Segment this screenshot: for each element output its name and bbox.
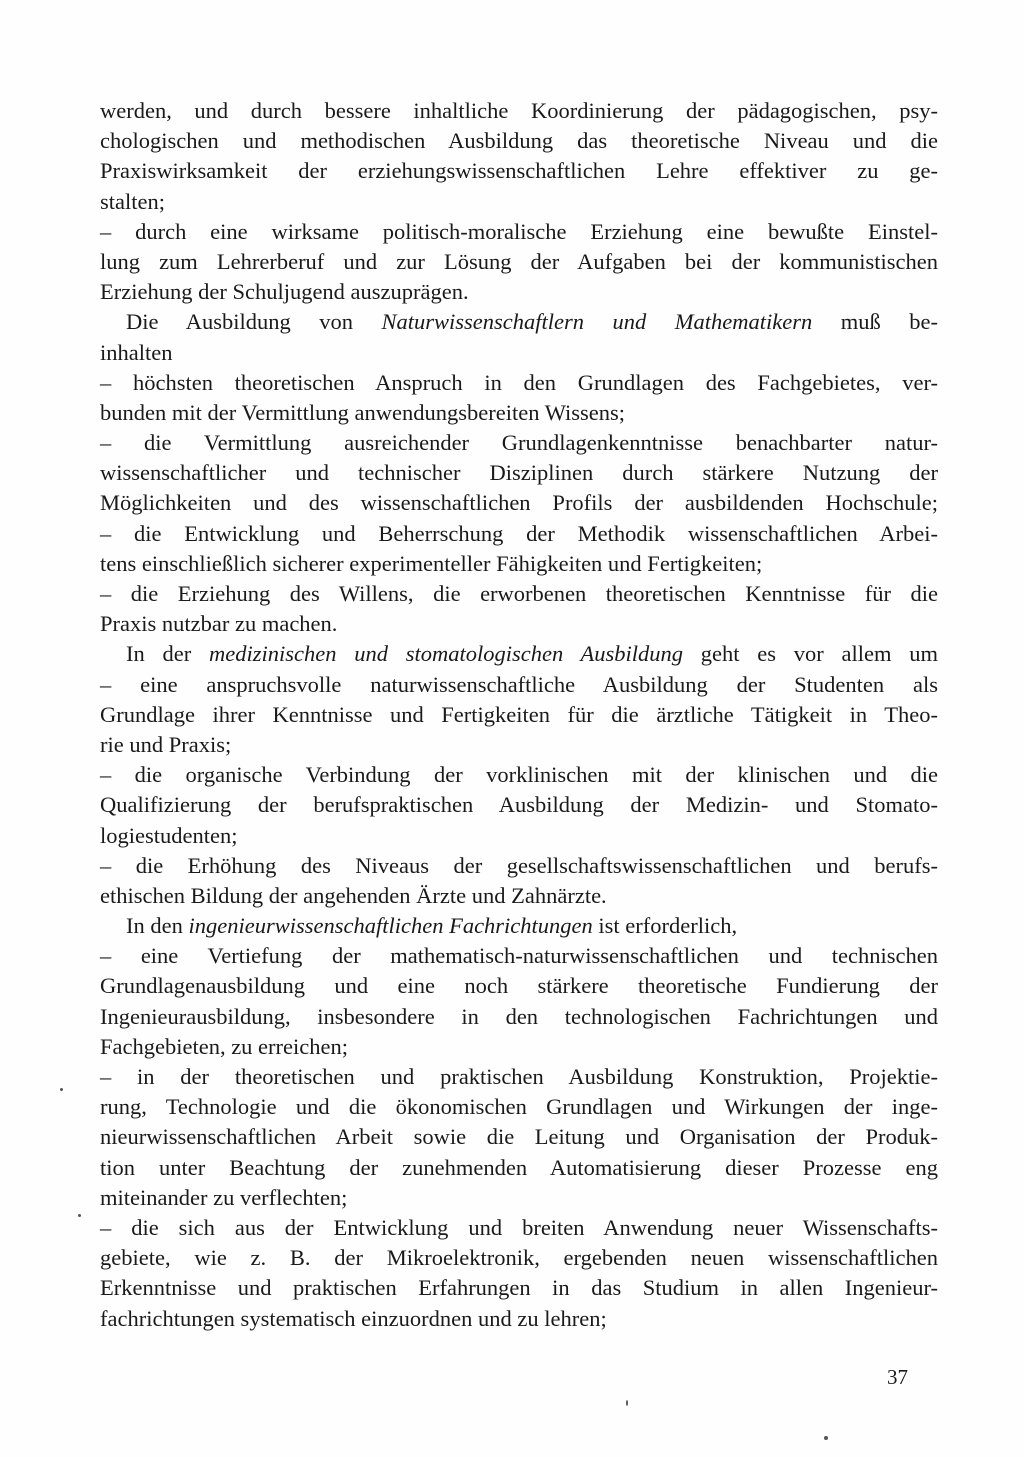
scan-speck — [626, 1400, 628, 1406]
text-line — [100, 1243, 938, 1273]
text-segment: rung, Technologie und die ökonomischen Grundlagen und Wirkungen der inge- — [100, 1094, 938, 1120]
text-line — [100, 1122, 938, 1152]
text-line — [100, 488, 938, 518]
text-segment: – höchsten theoretischen Anspruch in den Grundlagen des Fachgebietes, ver- — [100, 369, 938, 395]
text-segment: wissenschaftlicher und technischer Disziplinen durch stärkere Nutzung der — [100, 460, 938, 486]
text-segment: – in der theoretischen und praktischen Ausbildung Konstruktion, Projektie- — [100, 1064, 938, 1089]
text-segment: In der — [126, 641, 209, 667]
text-line — [100, 821, 938, 851]
text-segment: tens einschließlich sicherer experimenteller Fähigkeiten und Fertigkeiten; — [100, 550, 763, 576]
scan-speck — [60, 1088, 63, 1091]
text-segment: inhalten — [100, 339, 173, 365]
scan-speck — [78, 1214, 81, 1217]
text-segment: Erkenntnisse und praktischen Erfahrungen in das Studium in allen Ingenieur- — [100, 1275, 938, 1301]
text-line — [100, 1092, 938, 1122]
text-segment: Praxis nutzbar zu machen. — [100, 611, 338, 637]
text-segment: muß be- — [812, 309, 938, 335]
text-line — [100, 187, 938, 217]
text-line — [100, 790, 938, 820]
text-line — [100, 911, 938, 941]
text-segment: – die sich aus der Entwicklung und breiten Anwendung neuer Wissenschafts- — [100, 1214, 938, 1240]
emphasized-text: medizinischen und stomatologischen Ausbildung — [208, 641, 684, 667]
text-segment: Fachgebieten, zu erreichen; — [100, 1033, 348, 1059]
body-text — [100, 96, 938, 1334]
text-segment: gebiete, wie z. B. der Mikroelektronik, ergebenden neuen wissenschaftlichen — [100, 1245, 938, 1271]
page-number: 37 — [887, 1365, 908, 1389]
text-line — [100, 971, 938, 1001]
text-segment: – die Vermittlung ausreichender Grundlagenkenntnisse benachbarter natur- — [100, 430, 938, 456]
text-line — [100, 156, 938, 186]
text-segment: – die Erziehung des Willens, die erworbenen theoretischen Kenntnisse für die — [100, 581, 938, 606]
text-segment: rie und Praxis; — [100, 731, 232, 757]
text-segment: – eine Vertiefung der mathematisch-naturwissenschaftlichen und technischen — [100, 943, 938, 969]
emphasized-text: Naturwissenschaftlern und Mathematikern — [381, 309, 813, 335]
text-segment: Praxiswirksamkeit der erziehungswissenschaftlichen Lehre effektiver zu ge- — [100, 158, 938, 184]
text-line — [100, 1153, 938, 1183]
text-segment: Grundlage ihrer Kenntnisse und Fertigkeiten für die ärztliche Tätigkeit in Theo- — [100, 701, 938, 727]
text-segment: ist erforderlich, — [592, 913, 738, 939]
text-line — [100, 1183, 938, 1213]
text-line — [100, 398, 938, 428]
text-line — [100, 609, 938, 639]
text-line — [100, 519, 938, 549]
text-segment: nieurwissenschaftlichen Arbeit sowie die Leitung und Organisation der Produk- — [100, 1124, 938, 1150]
text-line — [100, 277, 938, 307]
text-segment: Erziehung der Schuljugend auszuprägen. — [100, 279, 469, 305]
text-segment: ethischen Bildung der angehenden Ärzte und Zahnärzte. — [100, 882, 607, 908]
text-segment: – die Entwicklung und Beherrschung der Methodik wissenschaftlichen Arbei- — [100, 520, 938, 546]
text-segment: – die organische Verbindung der vorklinischen mit der klinischen und die — [100, 762, 938, 788]
text-segment: In den — [126, 913, 189, 939]
text-segment: chologischen und methodischen Ausbildung das theoretische Niveau und die — [100, 128, 938, 154]
text-segment: Grundlagenausbildung und eine noch stärkere theoretische Fundierung der — [100, 973, 938, 999]
text-line — [100, 549, 938, 579]
text-line — [100, 881, 938, 911]
text-line — [100, 338, 938, 368]
text-segment: miteinander zu verflechten; — [100, 1184, 348, 1210]
text-line — [100, 670, 938, 700]
text-segment: geht es vor allem um — [683, 641, 938, 667]
text-segment: fachrichtungen systematisch einzuordnen und zu lehren; — [100, 1305, 607, 1331]
text-line — [100, 126, 938, 156]
text-line — [100, 458, 938, 488]
text-line — [100, 247, 938, 277]
text-line — [100, 307, 938, 337]
scan-speck — [824, 1436, 828, 1440]
text-segment: Qualifizierung der berufspraktischen Ausbildung der Medizin- und Stomato- — [100, 792, 938, 818]
text-line — [100, 941, 938, 971]
text-segment: Möglichkeiten und des wissenschaftlichen Profils der ausbildenden Hochschule; — [100, 490, 938, 516]
text-line — [100, 96, 938, 126]
text-segment: logiestudenten; — [100, 822, 238, 848]
text-line — [100, 1032, 938, 1062]
text-segment: bunden mit der Vermittlung anwendungsbereiten Wissens; — [100, 399, 626, 425]
text-line — [100, 760, 938, 790]
text-segment: Die Ausbildung von — [126, 309, 382, 335]
text-segment: werden, und durch bessere inhaltliche Koordinierung der pädagogischen, psy- — [100, 98, 938, 123]
emphasized-text: ingenieurwissenschaftlichen Fachrichtungen — [188, 913, 593, 939]
text-line — [100, 368, 938, 398]
text-segment: – die Erhöhung des Niveaus der gesellschaftswissenschaftlichen und berufs- — [100, 852, 938, 878]
text-line — [100, 428, 938, 458]
text-segment: lung zum Lehrerberuf und zur Lösung der Aufgaben bei der kommunistischen — [100, 248, 938, 274]
text-segment: – durch eine wirksame politisch-moralische Erziehung eine bewußte Einstel- — [100, 218, 938, 244]
text-segment: – eine anspruchsvolle naturwissenschaftliche Ausbildung der Studenten als — [100, 671, 938, 697]
text-line — [100, 217, 938, 247]
text-segment: stalten; — [100, 188, 165, 214]
text-segment: tion unter Beachtung der zunehmenden Automatisierung dieser Prozesse eng — [100, 1154, 938, 1180]
text-line — [100, 1002, 938, 1032]
text-line — [100, 1273, 938, 1303]
text-line — [100, 1304, 938, 1334]
text-line — [100, 1062, 938, 1092]
text-line — [100, 639, 938, 669]
text-segment: Ingenieurausbildung, insbesondere in den technologischen Fachrichtungen und — [100, 1003, 938, 1029]
text-line — [100, 1213, 938, 1243]
text-line — [100, 851, 938, 881]
text-line — [100, 700, 938, 730]
text-line — [100, 579, 938, 609]
text-line — [100, 730, 938, 760]
